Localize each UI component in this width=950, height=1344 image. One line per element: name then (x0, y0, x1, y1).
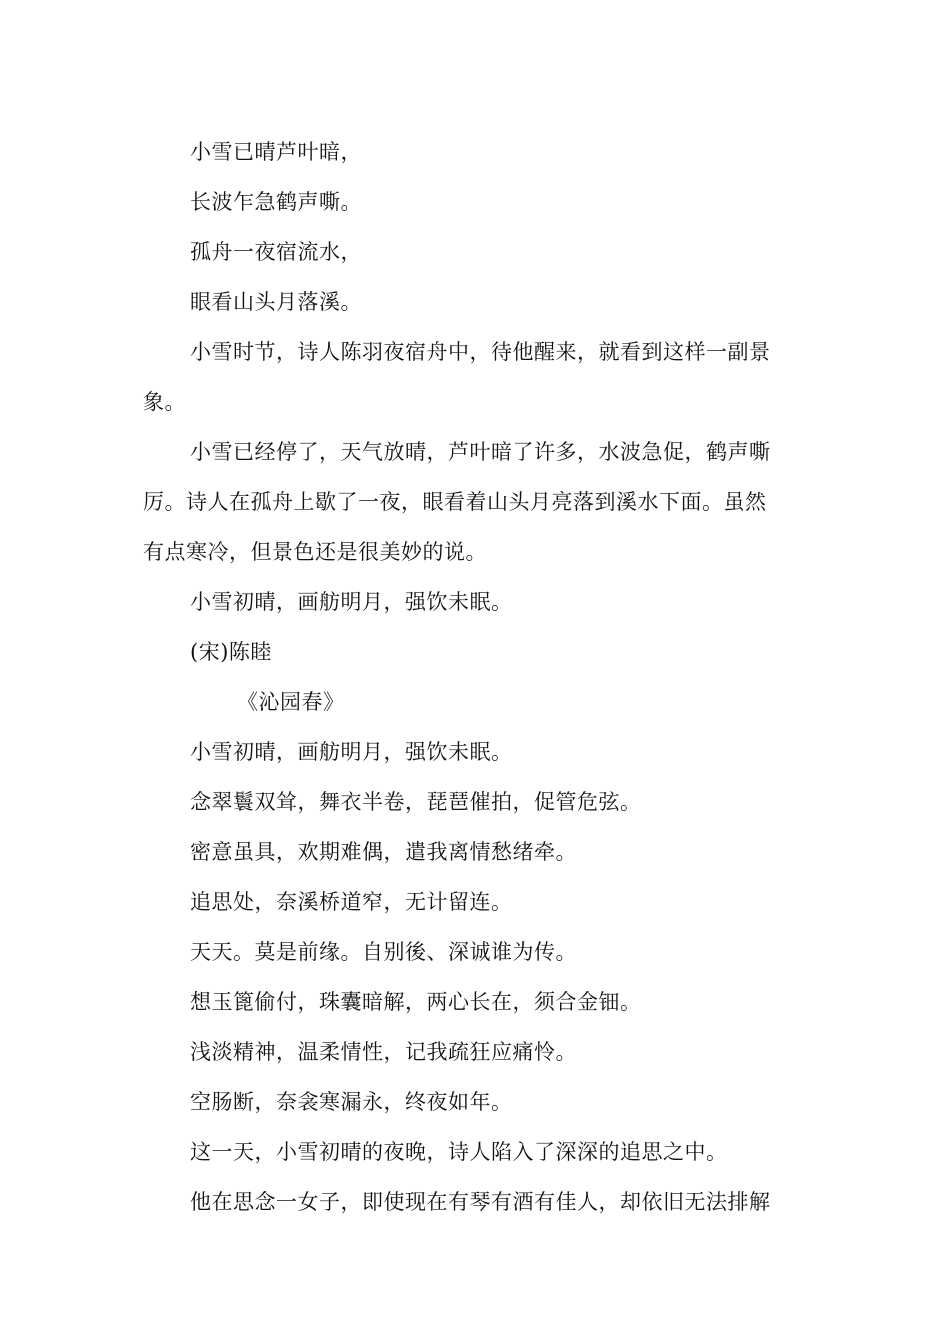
paragraph-line: 他在思念一女子，即使现在有琴有酒有佳人，却依旧无法排解 (190, 1190, 771, 1214)
author-line: (宋)陈睦 (190, 640, 272, 664)
poem-line: 小雪初晴，画舫明月，强饮未眠。 (190, 740, 513, 764)
paragraph-line: 这一天，小雪初晴的夜晚，诗人陷入了深深的追思之中。 (190, 1140, 728, 1164)
poem-line: 浅淡精神，温柔情性，记我疏狂应痛怜。 (190, 1040, 577, 1064)
poem-line: 追思处，奈溪桥道窄，无计留连。 (190, 890, 513, 914)
poem-line: 空肠断，奈衾寒漏永，终夜如年。 (190, 1090, 513, 1114)
poem-line-2: 长波乍急鹤声嘶。 (190, 190, 362, 214)
poem-line: 天天。莫是前缘。自别後、深诚谁为传。 (190, 940, 577, 964)
poem-line-1: 小雪已晴芦叶暗， (190, 140, 362, 164)
paragraph-line: 小雪初晴，画舫明月，强饮未眠。 (190, 590, 513, 614)
poem-line: 念翠鬟双耸，舞衣半卷，琵琶催拍，促管危弦。 (190, 790, 642, 814)
poem-line-4: 眼看山头月落溪。 (190, 290, 362, 314)
paragraph-line: 有点寒冷，但景色还是很美妙的说。 (143, 540, 487, 564)
poem-line-3: 孤舟一夜宿流水， (190, 240, 362, 264)
poem-line: 密意虽具，欢期难偶，遣我离情愁绪牵。 (190, 840, 577, 864)
paragraph-line: 小雪时节，诗人陈羽夜宿舟中，待他醒来，就看到这样一副景 (190, 340, 771, 364)
paragraph-line: 象。 (143, 390, 186, 414)
poem-title: 《沁园春》 (237, 690, 345, 714)
poem-line: 想玉篦偷付，珠囊暗解，两心长在，须合金钿。 (190, 990, 642, 1014)
paragraph-line: 小雪已经停了，天气放晴，芦叶暗了许多，水波急促，鹤声嘶 (190, 440, 771, 464)
paragraph-line: 厉。诗人在孤舟上歇了一夜，眼看着山头月亮落到溪水下面。虽然 (143, 490, 767, 514)
